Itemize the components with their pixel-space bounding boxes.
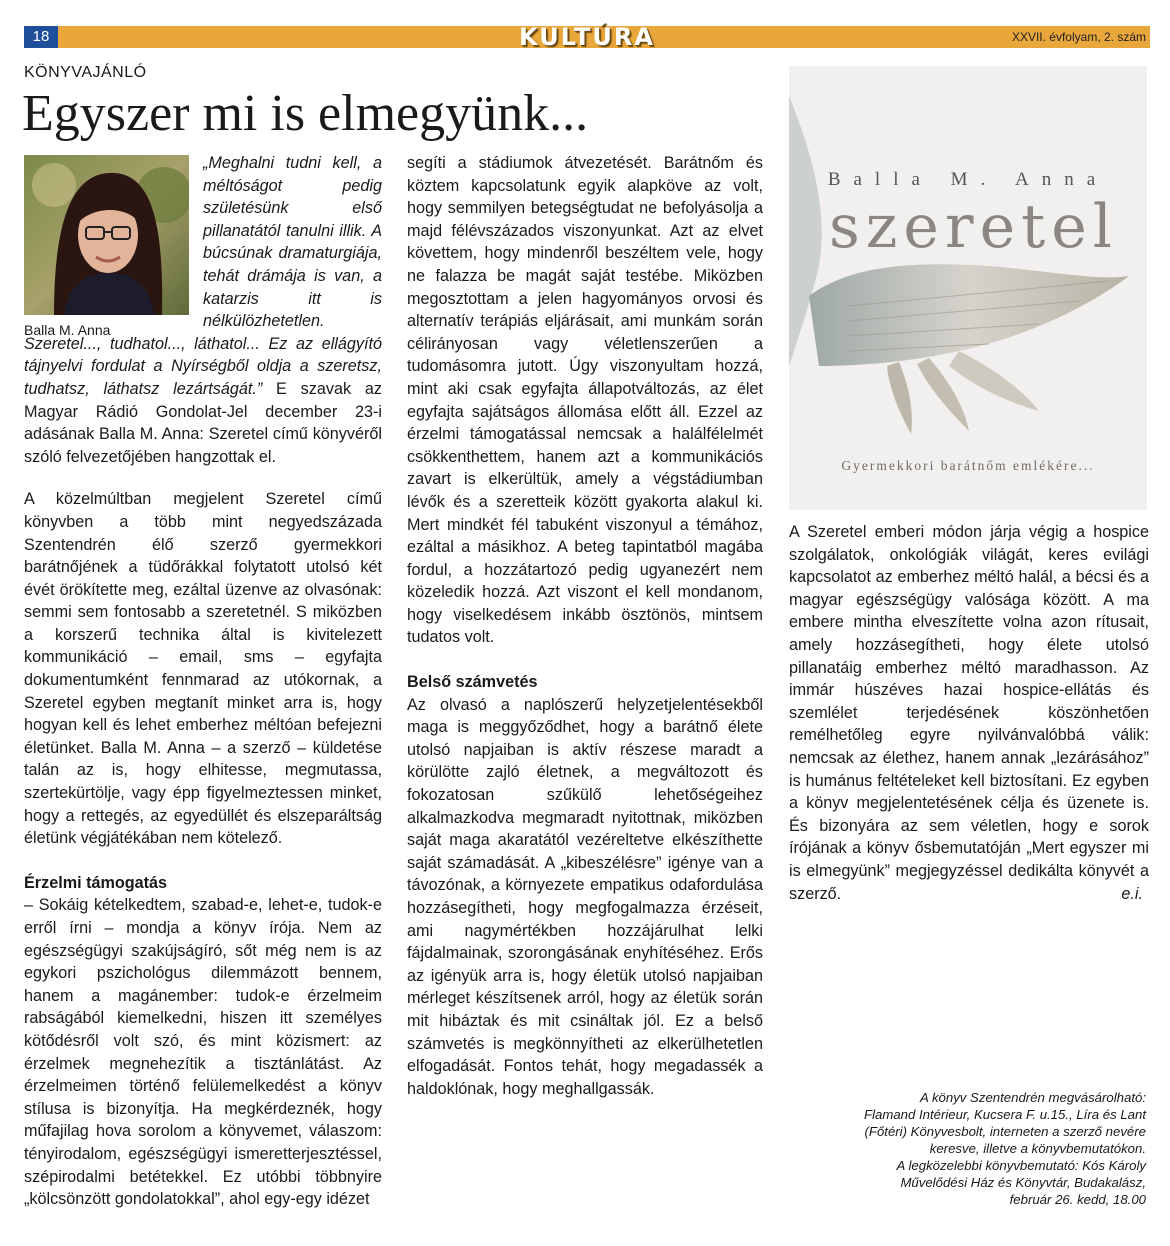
section-title: KULTÚRA <box>519 23 655 51</box>
issue-info: XXVII. évfolyam, 2. szám <box>1011 30 1146 44</box>
wing-illustration <box>789 66 1147 510</box>
footnote-line: A könyv Szentendrén megvásárolható: <box>919 1090 1146 1105</box>
cover-title: szeretel <box>829 192 1118 262</box>
footnote-line: Flamand Intérieur, Kucsera F. u.15., Líra és Lant <box>864 1107 1146 1122</box>
article-title: Egyszer mi is elmegyünk... <box>22 85 589 142</box>
article-column-3 <box>789 521 1149 905</box>
portrait-image <box>24 155 189 315</box>
article-column-2 <box>407 152 763 1100</box>
intro-quote: „Meghalni tudni kell, a méltóságot pedig születésünk első pillanatától tanulni illik. A búcsúnak dramaturgiája, tehát drámája is van, a katarzis itt is nélkülözhetetlen. Szeretel..., tudhatol..., láthatol... Ez az ellágyító tájnyelvi fordulat a Nyírségből oldja a szeretsz, tudhatsz, láthatsz lezártságát.” <box>24 154 382 398</box>
body-paragraph-4: A Szeretel emberi módon járja végig a hospice szolgálatok, onkológiák világát, keres evilági kapcsolatot az emberhez méltó halál, a bécsi és a magyar egészségügy valósága között. A ma embere mintha elveszítette volna azon rítusait, amely hozzásegítheti, hogy élete utolsó pillanatáig emberhez méltó maradhasson. Az immár húszéves hazai hospice-ellátás és szemlélet terjedésének köszönhetően remélhetőleg egyre nyilvánvalóbbá válik: nemcsak az élethez, hanem annak „lezárásához” is humánus feltételeket kell biztosítani. Ez egyben a könyv megjelentetésének célja és üzenete is. És bizonyára az sem véletlen, hogy e sorok írójának a könyv ősbemutatóján „Mert egyszer mi is elmegyünk” megjegyzéssel dedikálta könyvét a szerző. e.i. <box>789 521 1149 905</box>
footnote-line: A legközelebbi könyvbemutató: Kós Károly <box>896 1158 1146 1173</box>
footnote-line: február 26. kedd, 18.00 <box>1009 1192 1146 1207</box>
intro-rest: E szavak az Magyar Rádió Gondolat-Jel december 23-i adásának Balla M. Anna: Szeretel című könyvéről szóló felvezetőjében hangzottak el. <box>24 379 382 466</box>
footnote-line: Művelődési Ház és Könyvtár, Budakalász, <box>900 1175 1146 1190</box>
page-number: 18 <box>24 26 58 48</box>
purchase-footnote <box>790 1089 1146 1208</box>
body-paragraph-3: Az olvasó a naplószerű helyzetjelentésekből maga is meggyőződhet, hogy a barátnő élete utolsó napjaiban is aktív részese maradt a körülötte zajló életnek, a megváltozott és fokozatosan szűkülő lehetőségeihez alkalmazkodva megmaradt nyitottnak, miközben saját maga akaratától vezéreltetve elkészíthette saját számadását. A „kibeszélésre” igénye van a távozónak, a környezete empatikus odafordulása hozzásegítheti, hogy megfogalmazza érzéseit, ami nagymértékben hozzájárulhat lelki fájdalmainak, szorongásának enyhítéséhez. Erős az igényük arra is, hogy életük utolsó napjaiban mérleget készítsenek arról, hogy az életük során mit hibáztak és mit csináltak jól. Ez a belső számvetés is megkönnyítheti az elkerülhetetlen elfogadását. Fontos tehát, hogy megadassék a haldoklónak, hogy meghallgassák. <box>407 695 763 1098</box>
footnote-line: (Főtéri) Könyvesbolt, interneten a szerző nevére <box>864 1124 1146 1139</box>
cover-author: Balla M. Anna <box>827 169 1109 190</box>
book-cover <box>789 66 1147 510</box>
photo-caption: Balla M. Anna <box>24 322 111 338</box>
article-column-1 <box>24 152 382 1211</box>
body-paragraph-2-cont: segíti a stádiumok átvezetését. Barátnőm és köztem kapcsolatunk egyik alapköve az volt, hogy semmilyen betegségtudat ne befolyásolja a majd félévszázados viszonyunkat. Azt az elvet követtem, hogy mindenről beszéltem vele, hogy ne falazza be magát saját testébe. Miközben megosztottam a jelen hagyományos orvosi és alternatív terápiás eljárásait, ami munkám során célirányosan vagy véletlenszerűen a tudomásomra jutott. Úgy viszonyultam hozzá, mint aki csak egyfajta állapotváltozás, az élet egyfajta sajátságos állomása előtt áll. Ezzel az érzelmi támogatással nemcsak a halálfélelmét csökkenthettem, hanem azt a kommunikációs zavart is elkerültük, amely a végstádiumban lévők és a szeretteik között gyakorta alakul ki. Mert mindkét fél tabuként viszonyul a témához, ezáltal a másikhoz. A beteg tapintatból magába fordul, a hozzátartozó pedig ugyanezért nem közeledik hozzá. Azt viszont el kell mondanom, hogy viselkedésem inkább ösztönös, mintsem tudatos volt. <box>407 154 763 647</box>
section-header-bar <box>24 23 1150 51</box>
author-photo <box>24 155 189 338</box>
subheading-belso: Belső számvetés <box>407 673 538 692</box>
body-paragraph-1: A közelmúltban megjelent Szeretel című könyvben a több mint negyedszázada Szentendrén élő szerző gyermekkori barátnőjének a tüdőrákkal folytatott utolsó két évét örökítette meg, ezáltal üzenve az olvasónak: semmi sem fontosabb a szeretetnél. S miközben a korszerű technika által is kivitelezett kommunikáció – email, sms – egyfajta dokumentumként fennmarad az utókornak, a Szeretel egyben megtanít minket arra is, hogy hogyan kell és lehet emberhez méltóan befejezni életünket. Balla M. Anna – a szerző – küldetése talán az is, hogy elhitesse, megmutassa, szertekürtölje, vagy épp figyelmeztessen minket, hogy a rettegés, az egyedüllét és elszeparáltság életünk végjátékában nem kötelező. <box>24 490 382 848</box>
body-paragraph-2: – Sokáig kételkedtem, szabad-e, lehet-e, tudok-e erről írni – mondja a könyv írója. Nem az egészségügyi szakújságíró, sőt még nem is az egykori pszichológus dilemmázott bennem, hanem a magánember: tudok-e érzelmeim rabságából kiemelkedni, hiszen itt személyes kötődésről volt szó, és mint közismert: az érzelmek megnehezítik a tisztánlátást. Az érzelmeimen történő felülemelkedést a könyv stílusa is bizonyítja. Ha megkérdeznék, hogy műfajilag hova sorolom a könyvemet, válaszom: tényirodalom, egészségügyi ismeretterjesztéssel, szépirodalmi betétekkel. Ez utóbbi többnyire „kölcsönzött gondolatokkal”, ahol egy-egy idézet <box>24 896 382 1209</box>
article-kicker: KÖNYVAJÁNLÓ <box>24 64 147 81</box>
subheading-erzelmi: Érzelmi támogatás <box>24 873 168 892</box>
signature: e.i. <box>1121 884 1143 903</box>
footnote-line: keresve, illetve a könyvbemutatókon. <box>929 1141 1146 1156</box>
cover-dedication: Gyermekkori barátnőm emlékére... <box>841 458 1095 473</box>
